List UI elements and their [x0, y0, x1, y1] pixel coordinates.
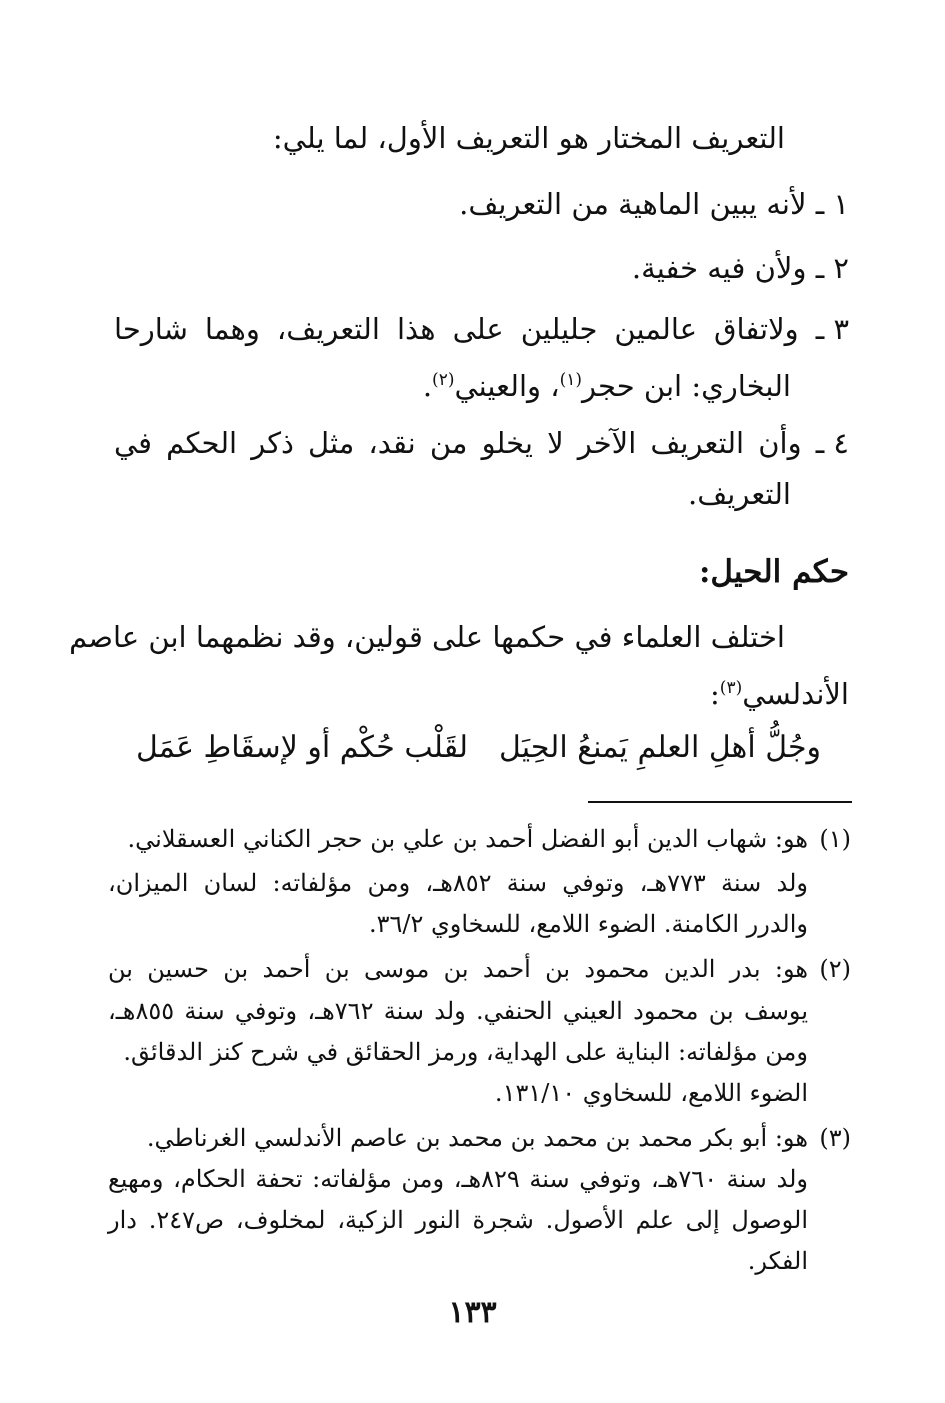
intro-line: التعريف المختار هو التعريف الأول، لما يلي:	[272, 121, 785, 155]
item-number: ٣ ـ	[815, 312, 850, 346]
section-heading: حكم الحيل:	[698, 554, 849, 590]
footnote-2-number: (٢)	[819, 955, 851, 983]
paragraph-text: الأندلسي	[742, 677, 849, 711]
verse-first-hemistich: وجُلُّ أهلِ العلمِ يَمنعُ الحِيَل	[499, 730, 821, 765]
page-number: ١٣٣	[448, 1295, 497, 1330]
item-number: ٢ ـ	[815, 251, 849, 285]
footnote-3-line-3: الوصول إلى علم الأصول. شجرة النور الزكية، لمخلوف، ص٢٤٧. دار	[108, 1206, 809, 1234]
footnote-3-line-4: الفكر.	[747, 1247, 808, 1275]
footnote-3-number: (٣)	[819, 1124, 851, 1152]
footnote-1-number: (١)	[819, 825, 851, 853]
item-number: ١ ـ	[815, 187, 849, 221]
item-text: البخاري: ابن حجر	[582, 369, 791, 403]
item-text: ، والعيني	[454, 369, 560, 403]
paragraph-text: :	[710, 677, 720, 711]
footnote-3-line-2: ولد سنة ٧٦٠هـ، وتوفي سنة ٨٢٩هـ، ومن مؤلفاته: تحفة الحكام، ومهيع	[108, 1165, 808, 1193]
item-text: ولأن فيه خفية.	[631, 251, 807, 285]
footnote-2-line-3: ومن مؤلفاته: البناية على الهداية، ورمز الحقائق في شرح كنز الدقائق.	[123, 1038, 808, 1066]
footnote-ref-1[interactable]: (١)	[559, 370, 583, 390]
paragraph-line-1: اختلف العلماء في حكمها على قولين، وقد نظمهما ابن عاصم	[69, 620, 785, 654]
list-item-1	[459, 184, 849, 224]
list-item-4-continuation: التعريف.	[688, 477, 791, 511]
footnote-3-line-1: هو: أبو بكر محمد بن محمد بن محمد بن عاصم الأندلسي الغرناطي.	[146, 1124, 808, 1152]
footnote-1-line-3: والدرر الكامنة. الضوء اللامع، للسخاوي ٣٦/٢.	[368, 910, 808, 938]
verse-second-hemistich: لقَلْب حُكْم أو لإسقَاطِ عَمَل	[136, 730, 469, 765]
item-text: لأنه يبين الماهية من التعريف.	[459, 187, 807, 221]
footnote-1-line-2: ولد سنة ٧٧٣هـ، وتوفي سنة ٨٥٢هـ، ومن مؤلفاته: لسان الميزان،	[108, 869, 808, 897]
footnote-ref-3[interactable]: (٣)	[719, 678, 743, 698]
footnote-2-line-2: يوسف بن محمود العيني الحنفي. ولد سنة ٧٦٢هـ، وتوفي سنة ٨٥٥هـ،	[108, 997, 809, 1025]
footnote-2-line-4: الضوء اللامع، للسخاوي ١٣١/١٠.	[494, 1079, 808, 1107]
item-number: ٤ ـ	[815, 426, 849, 460]
item-text: .	[422, 369, 433, 403]
list-item-3	[114, 309, 849, 349]
footnote-separator	[588, 801, 852, 803]
list-item-3-continuation	[423, 360, 791, 406]
footnote-ref-2[interactable]: (٢)	[432, 370, 455, 390]
list-item-4	[114, 423, 849, 463]
paragraph-line-2	[710, 668, 849, 714]
item-text: ولاتفاق عالمين جليلين على هذا التعريف، وهما شارحا	[114, 312, 799, 346]
list-item-2	[632, 248, 849, 288]
footnote-2-line-1: هو: بدر الدين محمود بن أحمد بن موسى بن أحمد بن حسين بن	[108, 955, 808, 983]
item-text: وأن التعريف الآخر لا يخلو من نقد، مثل ذكر الحكم في	[114, 426, 802, 460]
footnote-1-line-1: هو: شهاب الدين أبو الفضل أحمد بن علي بن حجر الكناني العسقلاني.	[127, 825, 808, 853]
